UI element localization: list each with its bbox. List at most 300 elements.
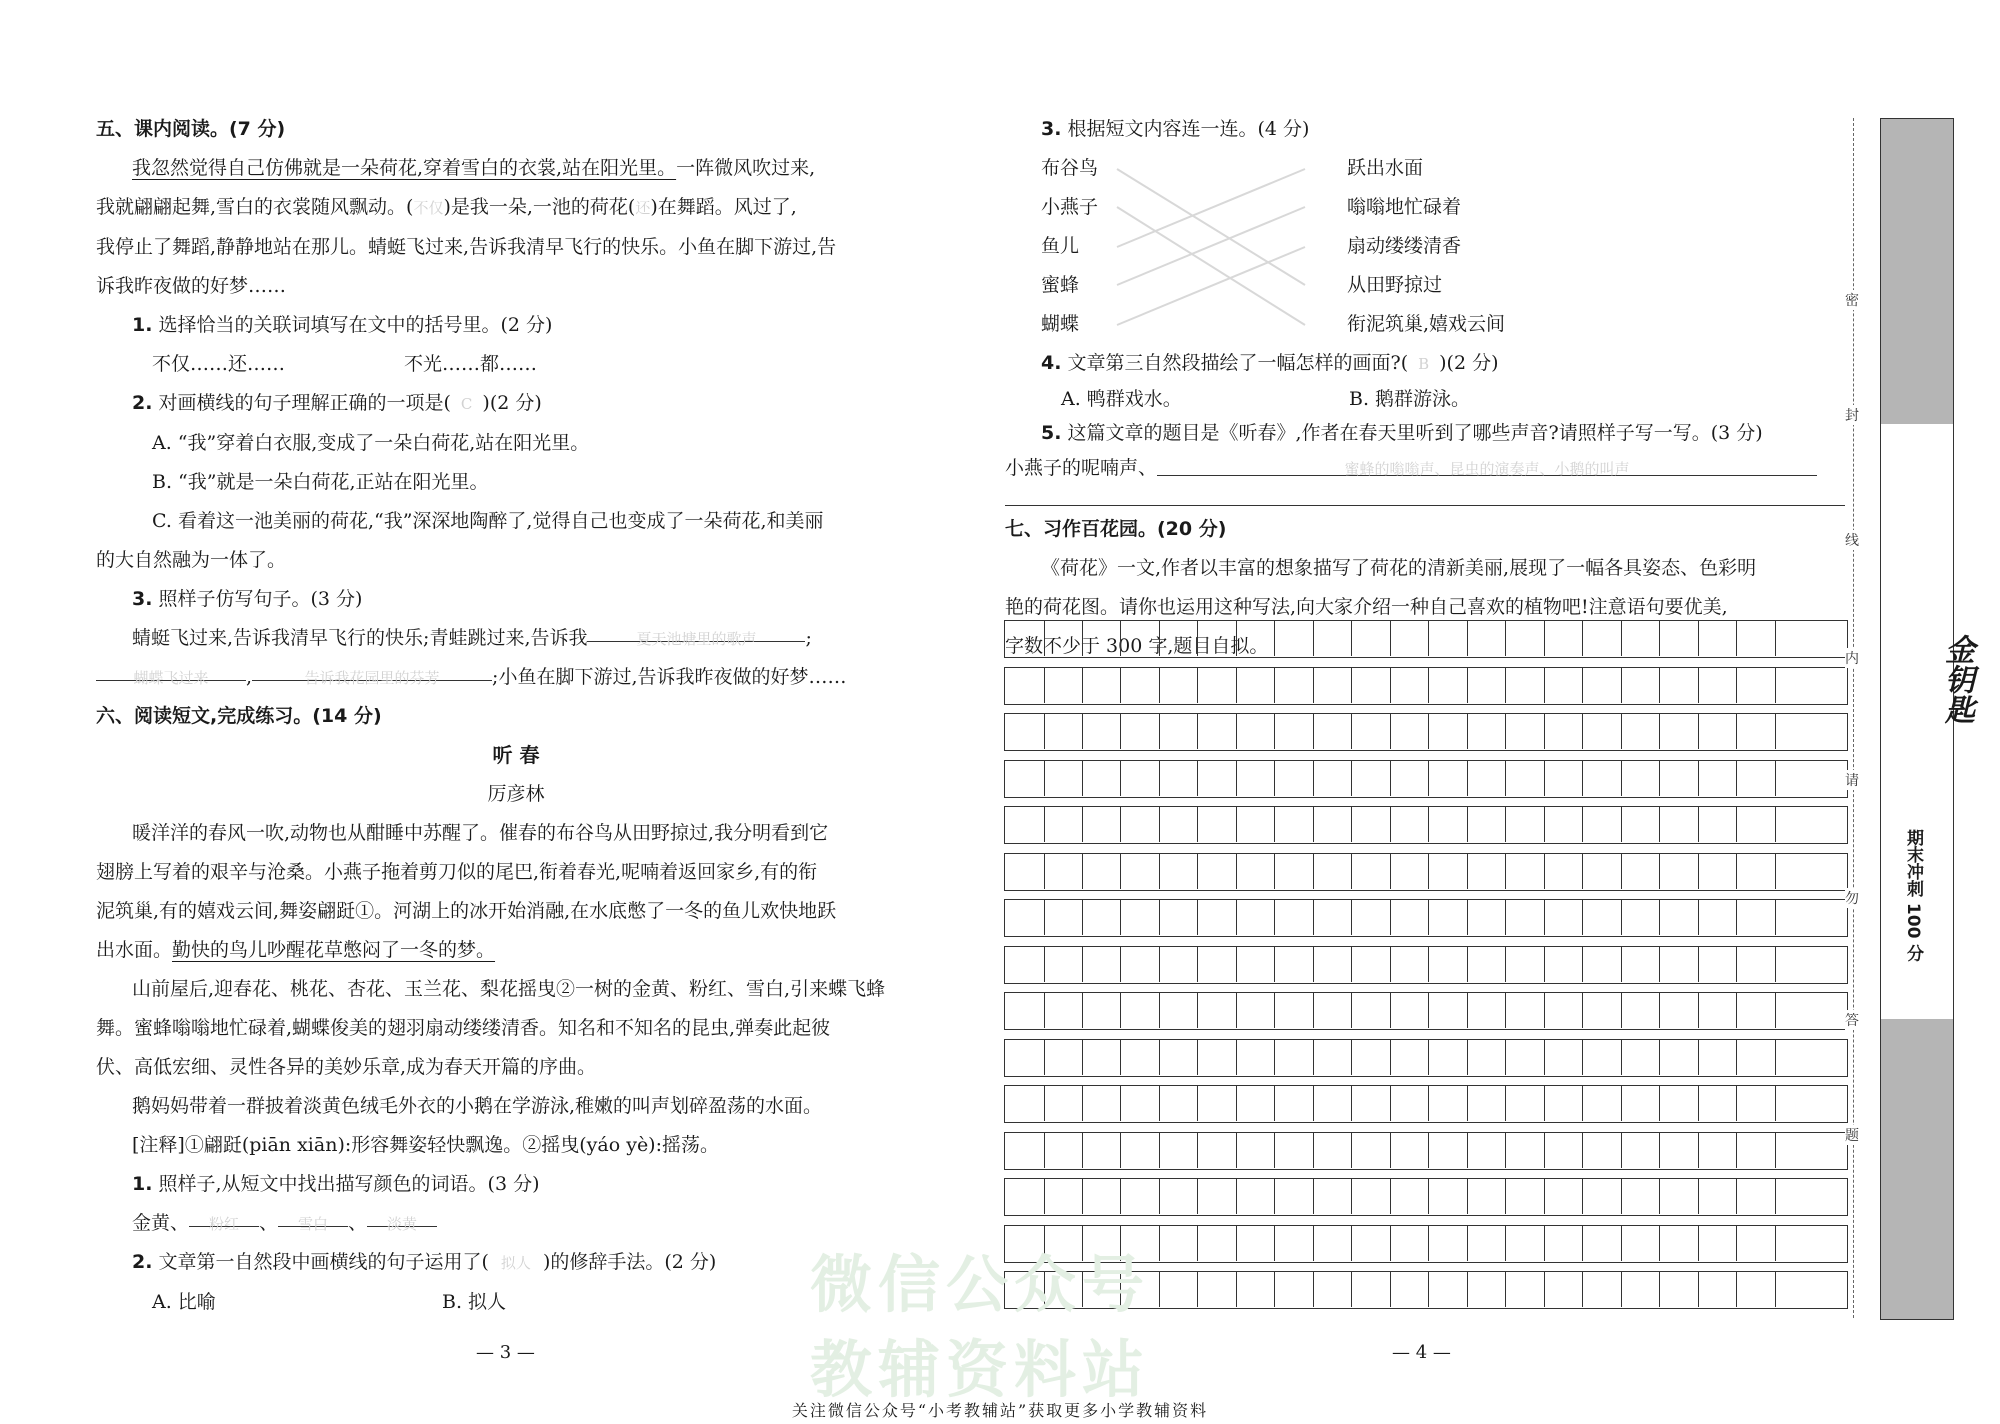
grid-cell-divider xyxy=(1159,761,1160,796)
grid-cell-divider xyxy=(1428,807,1429,842)
grid-cell-divider xyxy=(1736,947,1737,982)
left-page xyxy=(96,110,936,1322)
grid-cell-divider xyxy=(1044,621,1045,656)
match-lines xyxy=(1005,149,1425,344)
grid-cell-divider xyxy=(1313,1040,1314,1075)
grid-cell-divider xyxy=(1505,993,1506,1028)
grid-cell-divider xyxy=(1582,1133,1583,1168)
grid-cell-divider xyxy=(1351,668,1352,703)
grid-cell-divider xyxy=(1313,854,1314,889)
grid-cell-divider xyxy=(1659,621,1660,656)
grid-cell-divider xyxy=(1736,807,1737,842)
grid-row xyxy=(1004,1085,1848,1123)
grid-cell-divider xyxy=(1159,1040,1160,1075)
grid-cell-divider xyxy=(1505,1086,1506,1121)
grid-cell-divider xyxy=(1775,1226,1776,1261)
grid-row xyxy=(1004,853,1848,891)
grid-cell-divider xyxy=(1044,668,1045,703)
grid-cell-divider xyxy=(1621,1272,1622,1307)
grid-cell-divider xyxy=(1120,621,1121,656)
grid-cell-divider xyxy=(1197,807,1198,842)
grid-cell-divider xyxy=(1082,668,1083,703)
grid-cell-divider xyxy=(1082,900,1083,935)
grid-cell-divider xyxy=(1274,621,1275,656)
watermark-line2: 教辅资料站 xyxy=(810,1333,1151,1406)
grid-cell-divider xyxy=(1428,1086,1429,1121)
grid-cell-divider xyxy=(1698,1133,1699,1168)
grid-cell-divider xyxy=(1390,1272,1391,1307)
grid-cell-divider xyxy=(1505,900,1506,935)
grid-cell-divider xyxy=(1159,714,1160,749)
match-question: 3. 根据短文内容连一连。(4 分) xyxy=(1041,118,1310,140)
grid-cell-divider xyxy=(1505,947,1506,982)
grid-cell-divider xyxy=(1544,1179,1545,1214)
grid-cell-divider xyxy=(1274,668,1275,703)
grid-cell-divider xyxy=(1313,1133,1314,1168)
grid-cell-divider xyxy=(1120,714,1121,749)
grid-cell-divider xyxy=(1621,1133,1622,1168)
grid-cell-divider xyxy=(1775,1040,1776,1075)
grid-cell-divider xyxy=(1505,807,1506,842)
article-author: 厉彦林 xyxy=(487,783,545,805)
grid-cell-divider xyxy=(1351,1179,1352,1214)
grid-cell-divider xyxy=(1236,1086,1237,1121)
grid-cell-divider xyxy=(1505,854,1506,889)
grid-cell-divider xyxy=(1621,1179,1622,1214)
grid-cell-divider xyxy=(1582,947,1583,982)
grid-cell-divider xyxy=(1274,993,1275,1028)
grid-cell-divider xyxy=(1736,1133,1737,1168)
grid-cell-divider xyxy=(1698,807,1699,842)
grid-row xyxy=(1004,760,1848,798)
grid-cell-divider xyxy=(1736,621,1737,656)
grid-cell-divider xyxy=(1621,1226,1622,1261)
grid-row xyxy=(1004,899,1848,937)
grid-cell-divider xyxy=(1621,947,1622,982)
grid-cell-divider xyxy=(1351,900,1352,935)
grid-cell-divider xyxy=(1621,1040,1622,1075)
passage1-line2: 我就翩翩起舞,雪白的衣裳随风飘动。(不仅)是我一朵,一池的荷花(还)在舞蹈。风过了, xyxy=(96,196,797,218)
grid-cell-divider xyxy=(1236,1272,1237,1307)
grid-cell-divider xyxy=(1120,900,1121,935)
grid-cell-divider xyxy=(1274,947,1275,982)
grid-cell-divider xyxy=(1044,1133,1045,1168)
grid-cell-divider xyxy=(1775,621,1776,656)
grid-cell-divider xyxy=(1467,1040,1468,1075)
grid-cell-divider xyxy=(1467,1133,1468,1168)
grid-cell-divider xyxy=(1390,807,1391,842)
grid-cell-divider xyxy=(1044,1040,1045,1075)
grid-cell-divider xyxy=(1544,621,1545,656)
grid-cell-divider xyxy=(1197,714,1198,749)
grid-cell-divider xyxy=(1082,854,1083,889)
grid-cell-divider xyxy=(1582,761,1583,796)
grid-cell-divider xyxy=(1428,854,1429,889)
grid-cell-divider xyxy=(1582,993,1583,1028)
handwritten-answer: 粉红 xyxy=(209,1215,240,1233)
grid-cell-divider xyxy=(1621,900,1622,935)
grid-cell-divider xyxy=(1120,668,1121,703)
grid-cell-divider xyxy=(1544,900,1545,935)
grid-cell-divider xyxy=(1044,993,1045,1028)
grid-cell-divider xyxy=(1775,854,1776,889)
grid-cell-divider xyxy=(1544,854,1545,889)
grid-cell-divider xyxy=(1736,900,1737,935)
grid-cell-divider xyxy=(1351,621,1352,656)
grid-cell-divider xyxy=(1082,761,1083,796)
handwritten-answer: 还 xyxy=(635,199,651,217)
grid-cell-divider xyxy=(1390,854,1391,889)
grid-cell-divider xyxy=(1428,1226,1429,1261)
grid-cell-divider xyxy=(1120,1040,1121,1075)
grid-cell-divider xyxy=(1159,1272,1160,1307)
grid-cell-divider xyxy=(1698,1040,1699,1075)
grid-cell-divider xyxy=(1775,668,1776,703)
grid-cell-divider xyxy=(1467,761,1468,796)
seal-char: 线 xyxy=(1845,530,1859,550)
handwritten-answer: 蜜蜂的嗡嗡声、昆虫的演奏声、小鹅的叫声 xyxy=(1344,460,1630,478)
grid-cell-divider xyxy=(1159,1086,1160,1121)
grid-cell-divider xyxy=(1582,621,1583,656)
grid-cell-divider xyxy=(1313,621,1314,656)
grid-cell-divider xyxy=(1313,714,1314,749)
grid-cell-divider xyxy=(1236,807,1237,842)
grid-row xyxy=(1004,1039,1848,1077)
grid-cell-divider xyxy=(1390,1040,1391,1075)
grid-cell-divider xyxy=(1120,993,1121,1028)
grid-cell-divider xyxy=(1698,1226,1699,1261)
grid-cell-divider xyxy=(1159,1179,1160,1214)
grid-cell-divider xyxy=(1390,1226,1391,1261)
grid-cell-divider xyxy=(1736,993,1737,1028)
grid-cell-divider xyxy=(1659,668,1660,703)
grid-cell-divider xyxy=(1659,1086,1660,1121)
grid-cell-divider xyxy=(1736,854,1737,889)
seal-char: 勿 xyxy=(1845,888,1859,908)
grid-cell-divider xyxy=(1659,854,1660,889)
grid-cell-divider xyxy=(1236,621,1237,656)
grid-cell-divider xyxy=(1582,807,1583,842)
handwritten-answer: 拟人 xyxy=(500,1254,531,1272)
grid-cell-divider xyxy=(1313,1226,1314,1261)
grid-cell-divider xyxy=(1120,761,1121,796)
grid-cell-divider xyxy=(1505,714,1506,749)
grid-cell-divider xyxy=(1082,807,1083,842)
grid-cell-divider xyxy=(1467,854,1468,889)
grid-cell-divider xyxy=(1428,900,1429,935)
grid-cell-divider xyxy=(1736,1226,1737,1261)
grid-cell-divider xyxy=(1621,807,1622,842)
grid-cell-divider xyxy=(1544,761,1545,796)
grid-cell-divider xyxy=(1236,1133,1237,1168)
grid-cell-divider xyxy=(1390,761,1391,796)
grid-cell-divider xyxy=(1159,668,1160,703)
grid-cell-divider xyxy=(1082,1086,1083,1121)
grid-cell-divider xyxy=(1390,993,1391,1028)
grid-cell-divider xyxy=(1621,1086,1622,1121)
side-tab xyxy=(1880,118,1974,1320)
grid-cell-divider xyxy=(1428,621,1429,656)
grid-cell-divider xyxy=(1505,761,1506,796)
grid-cell-divider xyxy=(1775,807,1776,842)
grid-cell-divider xyxy=(1313,1272,1314,1307)
grid-cell-divider xyxy=(1159,1133,1160,1168)
grid-cell-divider xyxy=(1775,761,1776,796)
grid-cell-divider xyxy=(1236,714,1237,749)
grid-cell-divider xyxy=(1775,1272,1776,1307)
grid-cell-divider xyxy=(1390,947,1391,982)
underlined-sentence: 勤快的鸟儿吵醒花草憋闷了一冬的梦。 xyxy=(172,939,496,961)
writing-prompt-line3: 字数不少于 300 字,题目自拟。 xyxy=(1005,635,1269,657)
grid-cell-divider xyxy=(1544,947,1545,982)
grid-cell-divider xyxy=(1197,621,1198,656)
grid-cell-divider xyxy=(1120,947,1121,982)
grid-cell-divider xyxy=(1659,1133,1660,1168)
grid-cell-divider xyxy=(1274,900,1275,935)
question3-line2: 蝴蝶飞过来 , 告诉我花园里的芬芳 ;小鱼在脚下游过,告诉我昨夜做的好梦…… xyxy=(96,658,936,697)
grid-cell-divider xyxy=(1236,1226,1237,1261)
grid-cell-divider xyxy=(1428,1133,1429,1168)
grid-cell-divider xyxy=(1236,761,1237,796)
article-line5: 山前屋后,迎春花、桃花、杏花、玉兰花、梨花摇曳②一树的金黄、粉红、雪白,引来蝶飞蜂 xyxy=(132,978,886,1000)
grid-cell-divider xyxy=(1505,1226,1506,1261)
grid-cell-divider xyxy=(1505,621,1506,656)
grid-cell-divider xyxy=(1428,1179,1429,1214)
match-pair: 布谷鸟 跃出水面 xyxy=(1041,157,1424,179)
grid-cell-divider xyxy=(1582,1226,1583,1261)
grid-cell-divider xyxy=(1390,714,1391,749)
grid-cell-divider xyxy=(1698,621,1699,656)
grid-cell-divider xyxy=(1236,900,1237,935)
grid-cell-divider xyxy=(1351,1133,1352,1168)
reading-question2-options: A. 比喻 B. 拟人 xyxy=(152,1291,507,1313)
grid-cell-divider xyxy=(1044,761,1045,796)
seal-char: 题 xyxy=(1845,1125,1859,1145)
section6-title: 六、阅读短文,完成练习。(14 分) xyxy=(96,705,382,727)
seal-char: 封 xyxy=(1845,405,1859,425)
grid-cell-divider xyxy=(1197,1133,1198,1168)
handwritten-answer: 淡黄 xyxy=(387,1215,418,1233)
article-line6: 舞。蜜蜂嗡嗡地忙碌着,蝴蝶俊美的翅羽扇动缕缕清香。知名和不知名的昆虫,弹奏此起彼 xyxy=(96,1017,831,1039)
grid-cell-divider xyxy=(1044,1179,1045,1214)
section5-title: 五、课内阅读。(7 分) xyxy=(96,118,286,140)
grid-cell-divider xyxy=(1659,1040,1660,1075)
grid-cell-divider xyxy=(1544,1226,1545,1261)
match-pair: 蜜蜂 从田野掠过 xyxy=(1041,274,1443,296)
grid-cell-divider xyxy=(1775,993,1776,1028)
grid-cell-divider xyxy=(1505,1179,1506,1214)
question5: 5. 这篇文章的题目是《听春》,作者在春天里听到了哪些声音?请照样子写一写。(3 分) xyxy=(1041,422,1763,444)
grid-cell-divider xyxy=(1082,993,1083,1028)
grid-cell-divider xyxy=(1582,1040,1583,1075)
grid-cell-divider xyxy=(1467,621,1468,656)
grid-cell-divider xyxy=(1659,1272,1660,1307)
grid-cell-divider xyxy=(1582,900,1583,935)
passage1-line4: 诉我昨夜做的好梦…… xyxy=(96,275,287,297)
grid-cell-divider xyxy=(1505,1133,1506,1168)
grid-cell-divider xyxy=(1775,1133,1776,1168)
grid-cell-divider xyxy=(1467,1179,1468,1214)
grid-cell-divider xyxy=(1698,761,1699,796)
handwritten-answer: C xyxy=(460,395,473,413)
grid-cell-divider xyxy=(1390,1133,1391,1168)
side-band-bottom xyxy=(1881,1019,1953,1319)
grid-cell-divider xyxy=(1390,1086,1391,1121)
grid-cell-divider xyxy=(1351,1226,1352,1261)
grid-cell-divider xyxy=(1467,1226,1468,1261)
grid-cell-divider xyxy=(1351,947,1352,982)
article-line4: 出水面。勤快的鸟儿吵醒花草憋闷了一冬的梦。 xyxy=(96,939,496,961)
grid-cell-divider xyxy=(1698,900,1699,935)
grid-cell-divider xyxy=(1313,1179,1314,1214)
grid-cell-divider xyxy=(1159,900,1160,935)
grid-cell-divider xyxy=(1467,1086,1468,1121)
match-pair: 小燕子 嗡嗡地忙碌着 xyxy=(1041,196,1462,218)
grid-row xyxy=(1004,1132,1848,1170)
grid-cell-divider xyxy=(1274,1086,1275,1121)
grid-cell-divider xyxy=(1082,1179,1083,1214)
grid-cell-divider xyxy=(1621,761,1622,796)
question5-blank-line xyxy=(1005,483,1845,510)
grid-cell-divider xyxy=(1274,1226,1275,1261)
grid-cell-divider xyxy=(1467,900,1468,935)
grid-cell-divider xyxy=(1582,854,1583,889)
handwritten-answer: 雪白 xyxy=(298,1215,329,1233)
right-page xyxy=(1005,110,1845,666)
grid-cell-divider xyxy=(1351,761,1352,796)
grid-cell-divider xyxy=(1044,714,1045,749)
grid-cell-divider xyxy=(1698,993,1699,1028)
question2-option-c: C. 看着这一池美丽的荷花,“我”深深地陶醉了,觉得自己也变成了一朵荷花,和美丽 xyxy=(152,510,824,532)
grid-cell-divider xyxy=(1659,807,1660,842)
grid-cell-divider xyxy=(1236,947,1237,982)
grid-row xyxy=(1004,806,1848,844)
grid-cell-divider xyxy=(1390,1179,1391,1214)
reading-question2: 2. 文章第一自然段中画横线的句子运用了( 拟人 )的修辞手法。(2 分) xyxy=(132,1251,717,1273)
grid-cell-divider xyxy=(1505,668,1506,703)
grid-cell-divider xyxy=(1621,668,1622,703)
grid-cell-divider xyxy=(1428,993,1429,1028)
grid-cell-divider xyxy=(1159,947,1160,982)
seal-char: 密 xyxy=(1845,290,1859,310)
grid-cell-divider xyxy=(1659,1179,1660,1214)
question2-option-b: B. “我”就是一朵白荷花,正站在阳光里。 xyxy=(152,471,489,493)
side-band-top xyxy=(1881,119,1953,424)
grid-cell-divider xyxy=(1428,1272,1429,1307)
grid-cell-divider xyxy=(1197,947,1198,982)
writing-prompt-line2: 艳的荷花图。请你也运用这种写法,向大家介绍一种自己喜欢的植物吧!注意语句要优美, xyxy=(1005,596,1728,618)
article-line8: 鹅妈妈带着一群披着淡黄色绒毛外衣的小鹅在学游泳,稚嫩的叫声划碎盈荡的水面。 xyxy=(132,1095,823,1117)
grid-cell-divider xyxy=(1351,1272,1352,1307)
grid-cell-divider xyxy=(1467,807,1468,842)
grid-cell-divider xyxy=(1659,1226,1660,1261)
grid-cell-divider xyxy=(1351,993,1352,1028)
grid-row xyxy=(1004,667,1848,705)
article-line3: 泥筑巢,有的嬉戏云间,舞姿翩跹①。河湖上的冰开始消融,在水底憋了一冬的鱼儿欢快地跃 xyxy=(96,900,837,922)
writing-prompt-line1: 《荷花》一文,作者以丰富的想象描写了荷花的清新美丽,展现了一幅各具姿态、色彩明 xyxy=(1041,557,1757,579)
section7-title: 七、习作百花园。(20 分) xyxy=(1005,518,1227,540)
article-line2: 翅膀上写着的艰辛与沧桑。小燕子拖着剪刀似的尾巴,衔着春光,呢喃着返回家乡,有的衔 xyxy=(96,861,818,883)
grid-cell-divider xyxy=(1775,1086,1776,1121)
grid-cell-divider xyxy=(1698,1272,1699,1307)
handwritten-answer: 不仅 xyxy=(413,199,444,217)
grid-cell-divider xyxy=(1351,714,1352,749)
grid-cell-divider xyxy=(1736,1040,1737,1075)
grid-cell-divider xyxy=(1544,1133,1545,1168)
grid-cell-divider xyxy=(1467,668,1468,703)
question2-option-c-cont: 的大自然融为一体了。 xyxy=(96,549,287,571)
grid-cell-divider xyxy=(1120,1179,1121,1214)
grid-cell-divider xyxy=(1428,761,1429,796)
grid-cell-divider xyxy=(1313,807,1314,842)
grid-cell-divider xyxy=(1775,947,1776,982)
brand-logo: 金钥匙 xyxy=(1939,634,1974,724)
grid-cell-divider xyxy=(1428,947,1429,982)
composition-grid[interactable] xyxy=(1004,620,1848,1318)
grid-cell-divider xyxy=(1236,854,1237,889)
grid-cell-divider xyxy=(1044,807,1045,842)
grid-cell-divider xyxy=(1044,1086,1045,1121)
grid-cell-divider xyxy=(1736,761,1737,796)
grid-cell-divider xyxy=(1544,1272,1545,1307)
grid-cell-divider xyxy=(1582,1179,1583,1214)
grid-cell-divider xyxy=(1698,854,1699,889)
grid-cell-divider xyxy=(1659,947,1660,982)
article-line1: 暖洋洋的春风一吹,动物也从酣睡中苏醒了。催春的布谷鸟从田野掠过,我分明看到它 xyxy=(132,822,829,844)
reading-question1-answers: 金黄、 粉红 、 雪白 、 淡黄 xyxy=(96,1204,936,1243)
grid-cell-divider xyxy=(1428,714,1429,749)
grid-cell-divider xyxy=(1044,854,1045,889)
grid-cell-divider xyxy=(1082,1040,1083,1075)
match-pair: 蝴蝶 衔泥筑巢,嬉戏云间 xyxy=(1041,313,1506,335)
grid-cell-divider xyxy=(1582,1272,1583,1307)
grid-row xyxy=(1004,713,1848,751)
handwritten-answer: B xyxy=(1418,355,1430,373)
grid-cell-divider xyxy=(1698,714,1699,749)
grid-cell-divider xyxy=(1467,993,1468,1028)
question4-options: A. 鸭群戏水。 B. 鹅群游泳。 xyxy=(1061,388,1471,410)
grid-cell-divider xyxy=(1274,1272,1275,1307)
grid-cell-divider xyxy=(1159,807,1160,842)
question1-options: 不仅……还…… 不光……都…… xyxy=(152,353,538,375)
grid-cell-divider xyxy=(1582,668,1583,703)
grid-cell-divider xyxy=(1313,993,1314,1028)
question4: 4. 文章第三自然段描绘了一幅怎样的画面?( B )(2 分) xyxy=(1041,352,1499,374)
grid-cell-divider xyxy=(1197,1179,1198,1214)
grid-cell-divider xyxy=(1467,1272,1468,1307)
grid-cell-divider xyxy=(1390,668,1391,703)
grid-cell-divider xyxy=(1120,807,1121,842)
grid-cell-divider xyxy=(1120,1086,1121,1121)
grid-cell-divider xyxy=(1197,1040,1198,1075)
grid-cell-divider xyxy=(1159,1226,1160,1261)
question3-line1: 蜻蜓飞过来,告诉我清早飞行的快乐;青蛙跳过来,告诉我 夏天池塘里的歌声 ; xyxy=(96,619,936,658)
underlined-sentence: 我忽然觉得自己仿佛就是一朵荷花,穿着雪白的衣裳,站在阳光里。 xyxy=(132,157,677,179)
grid-cell-divider xyxy=(1120,854,1121,889)
grid-cell-divider xyxy=(1775,900,1776,935)
grid-cell-divider xyxy=(1197,1226,1198,1261)
grid-cell-divider xyxy=(1197,668,1198,703)
grid-cell-divider xyxy=(1274,1179,1275,1214)
article-line7: 伏、高低宏细、灵性各异的美妙乐章,成为春天开篇的序曲。 xyxy=(96,1056,597,1078)
question2: 2. 对画横线的句子理解正确的一项是( C )(2 分) xyxy=(132,392,542,414)
handwritten-answer: 夏天池塘里的歌声 xyxy=(636,630,757,648)
grid-cell-divider xyxy=(1698,1179,1699,1214)
grid-cell-divider xyxy=(1274,1040,1275,1075)
grid-cell-divider xyxy=(1351,1086,1352,1121)
grid-cell-divider xyxy=(1274,714,1275,749)
grid-cell-divider xyxy=(1082,714,1083,749)
